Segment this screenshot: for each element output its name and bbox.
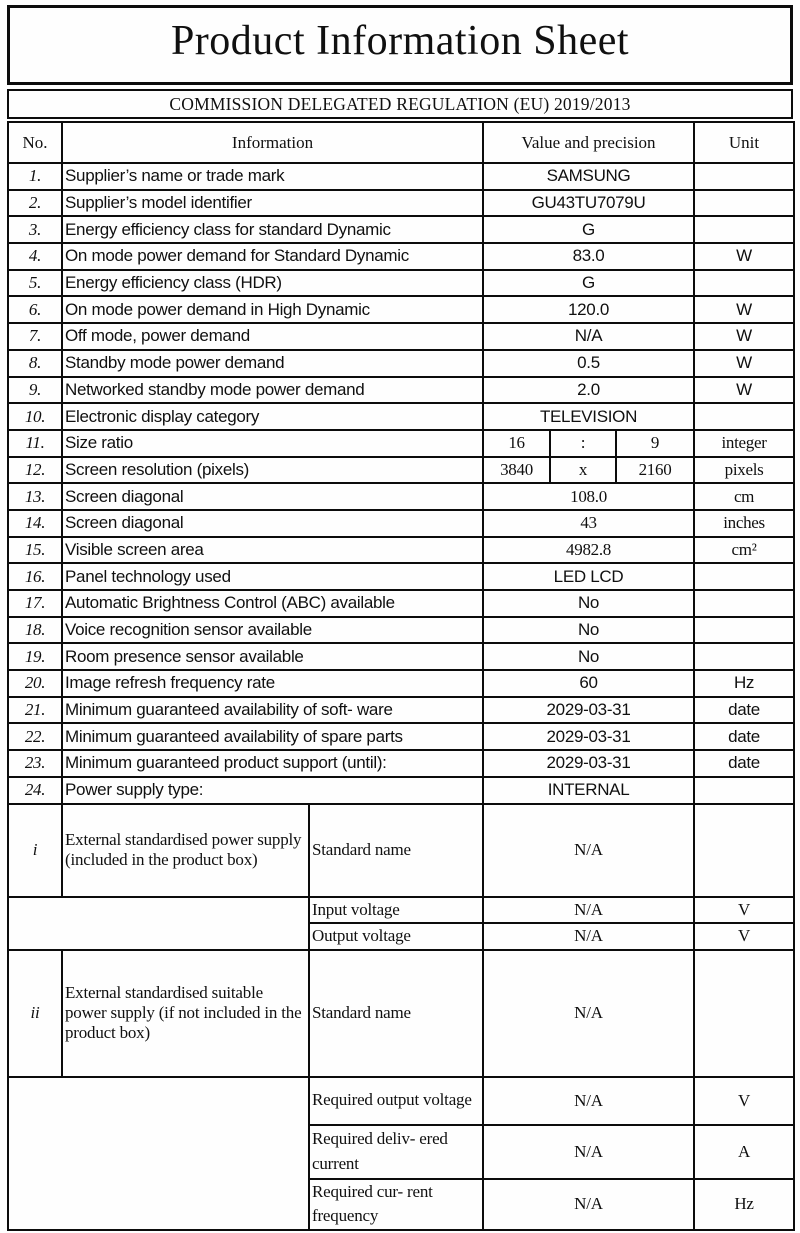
row-unit [694, 590, 794, 617]
row-no: 4. [8, 243, 62, 270]
row-info: Panel technology used [62, 563, 483, 590]
row-unit: V [694, 1077, 794, 1125]
empty-cell [8, 897, 309, 950]
row-no: 16. [8, 563, 62, 590]
row-value: 120.0 [483, 296, 694, 323]
table-row-16 [8, 563, 794, 590]
table-row-18 [8, 617, 794, 644]
row-unit: Hz [694, 1179, 794, 1230]
row-value: N/A [483, 1125, 694, 1179]
row-unit: Hz [694, 670, 794, 697]
row-info: Minimum guaranteed availability of spare parts [62, 723, 483, 750]
row-no: 23. [8, 750, 62, 777]
row-no: 17. [8, 590, 62, 617]
row-info: Networked standby mode power demand [62, 377, 483, 404]
table-row-8 [8, 350, 794, 377]
row-unit [694, 403, 794, 430]
row-unit: cm [694, 483, 794, 510]
row-value: G [483, 216, 694, 243]
power-supply-row-i [8, 804, 794, 897]
row-value: N/A [483, 923, 694, 950]
row-unit [694, 777, 794, 804]
row-value: 2029-03-31 [483, 750, 694, 777]
table-row-7 [8, 323, 794, 350]
row-no: 1. [8, 163, 62, 190]
table-row-12 [8, 457, 794, 484]
row-unit [694, 216, 794, 243]
row-value: N/A [483, 897, 694, 924]
row-info: Energy efficiency class for standard Dynamic [62, 216, 483, 243]
row-info: On mode power demand in High Dynamic [62, 296, 483, 323]
row-info: Visible screen area [62, 537, 483, 564]
row-no: 18. [8, 617, 62, 644]
regulation-box [7, 89, 793, 119]
product-info-table [7, 121, 795, 1231]
row-sublabel: Required cur- rent frequency [309, 1179, 483, 1230]
row-value: 4982.8 [483, 537, 694, 564]
row-unit: W [694, 377, 794, 404]
row-no: 10. [8, 403, 62, 430]
table-row-14 [8, 510, 794, 537]
row-unit [694, 163, 794, 190]
empty-cell [8, 1077, 309, 1230]
regulation-heading: COMMISSION DELEGATED REGULATION (EU) 2019/2013 [169, 93, 631, 114]
row-unit [694, 563, 794, 590]
row-unit: W [694, 243, 794, 270]
row-unit [694, 950, 794, 1077]
row-no: 7. [8, 323, 62, 350]
row-info: External standardised suitable power supply (if not included in the product box) [62, 950, 309, 1077]
table-header-row [8, 122, 794, 163]
row-value: No [483, 643, 694, 670]
row-unit [694, 270, 794, 297]
row-value: N/A [483, 950, 694, 1077]
row-unit: date [694, 697, 794, 724]
row-no: 11. [8, 430, 62, 457]
row-info: Standby mode power demand [62, 350, 483, 377]
table-row-4 [8, 243, 794, 270]
row-unit: W [694, 296, 794, 323]
row-unit: inches [694, 510, 794, 537]
row-sublabel: Required output voltage [309, 1077, 483, 1125]
row-info: Image refresh frequency rate [62, 670, 483, 697]
row-unit: V [694, 923, 794, 950]
row-unit [694, 617, 794, 644]
row-no: 2. [8, 190, 62, 217]
row-info: Room presence sensor available [62, 643, 483, 670]
row-value: LED LCD [483, 563, 694, 590]
row-no: 15. [8, 537, 62, 564]
row-no: 6. [8, 296, 62, 323]
row-unit: pixels [694, 457, 794, 484]
header-value: Value and precision [483, 122, 694, 163]
row-unit: date [694, 723, 794, 750]
row-no: i [8, 804, 62, 897]
row-value: G [483, 270, 694, 297]
table-row-9 [8, 377, 794, 404]
row-no: 19. [8, 643, 62, 670]
header-information: Information [62, 122, 483, 163]
row-info: Supplier’s model identifier [62, 190, 483, 217]
row-value: 43 [483, 510, 694, 537]
row-info: Automatic Brightness Control (ABC) available [62, 590, 483, 617]
row-no: 12. [8, 457, 62, 484]
table-row-1 [8, 163, 794, 190]
row-value: N/A [483, 1077, 694, 1125]
row-value: 2.0 [483, 377, 694, 404]
row-sublabel: Standard name [309, 804, 483, 897]
row-unit: W [694, 323, 794, 350]
row-no: 20. [8, 670, 62, 697]
row-no: 21. [8, 697, 62, 724]
row-unit [694, 643, 794, 670]
row-unit: V [694, 897, 794, 924]
row-value-part: 2160 [616, 457, 694, 484]
row-value: N/A [483, 323, 694, 350]
table-row-20 [8, 670, 794, 697]
row-sublabel: Standard name [309, 950, 483, 1077]
row-value: INTERNAL [483, 777, 694, 804]
row-info: Screen diagonal [62, 510, 483, 537]
row-info: Minimum guaranteed availability of soft- ware [62, 697, 483, 724]
row-unit: cm² [694, 537, 794, 564]
row-unit: date [694, 750, 794, 777]
table-row-17 [8, 590, 794, 617]
table-row-21 [8, 697, 794, 724]
row-value-part: 16 [483, 430, 550, 457]
table-row-11 [8, 430, 794, 457]
header-no: No. [8, 122, 62, 163]
row-no: 22. [8, 723, 62, 750]
row-unit [694, 804, 794, 897]
row-info: Voice recognition sensor available [62, 617, 483, 644]
row-unit: W [694, 350, 794, 377]
row-value: 108.0 [483, 483, 694, 510]
row-info: Off mode, power demand [62, 323, 483, 350]
row-value: 83.0 [483, 243, 694, 270]
row-value: 2029-03-31 [483, 697, 694, 724]
row-value: 60 [483, 670, 694, 697]
row-value: 0.5 [483, 350, 694, 377]
row-info: Power supply type: [62, 777, 483, 804]
row-value: TELEVISION [483, 403, 694, 430]
table-row-24 [8, 777, 794, 804]
row-info: Supplier’s name or trade mark [62, 163, 483, 190]
row-value: GU43TU7079U [483, 190, 694, 217]
row-value-part: 3840 [483, 457, 550, 484]
row-value: N/A [483, 1179, 694, 1230]
row-value: N/A [483, 804, 694, 897]
power-supply-row-required-output-voltage [8, 1077, 794, 1125]
row-value-part: 9 [616, 430, 694, 457]
power-supply-row-input-voltage [8, 897, 794, 924]
row-info: Minimum guaranteed product support (until): [62, 750, 483, 777]
product-information-sheet [7, 5, 793, 1231]
row-info: Screen resolution (pixels) [62, 457, 483, 484]
page-title: Product Information Sheet [170, 18, 630, 64]
row-info: External standardised power supply (included in the product box) [62, 804, 309, 897]
row-value: No [483, 590, 694, 617]
row-value-separator: : [550, 430, 616, 457]
title-box [7, 5, 793, 85]
row-sublabel: Input voltage [309, 897, 483, 924]
row-info: Energy efficiency class (HDR) [62, 270, 483, 297]
row-value: No [483, 617, 694, 644]
row-no: ii [8, 950, 62, 1077]
table-row-5 [8, 270, 794, 297]
table-row-22 [8, 723, 794, 750]
row-no: 9. [8, 377, 62, 404]
power-supply-row-ii [8, 950, 794, 1077]
row-unit: integer [694, 430, 794, 457]
row-info: On mode power demand for Standard Dynamic [62, 243, 483, 270]
row-value: 2029-03-31 [483, 723, 694, 750]
table-row-3 [8, 216, 794, 243]
table-row-13 [8, 483, 794, 510]
row-unit [694, 190, 794, 217]
row-sublabel: Output voltage [309, 923, 483, 950]
row-no: 13. [8, 483, 62, 510]
table-row-19 [8, 643, 794, 670]
header-unit: Unit [694, 122, 794, 163]
row-info: Screen diagonal [62, 483, 483, 510]
table-row-15 [8, 537, 794, 564]
table-row-23 [8, 750, 794, 777]
row-no: 3. [8, 216, 62, 243]
table-row-6 [8, 296, 794, 323]
table-row-2 [8, 190, 794, 217]
row-value-separator: x [550, 457, 616, 484]
table-row-10 [8, 403, 794, 430]
row-no: 24. [8, 777, 62, 804]
row-unit: A [694, 1125, 794, 1179]
row-no: 5. [8, 270, 62, 297]
row-info: Electronic display category [62, 403, 483, 430]
row-no: 14. [8, 510, 62, 537]
row-value: SAMSUNG [483, 163, 694, 190]
row-sublabel: Required deliv- ered current [309, 1125, 483, 1179]
row-no: 8. [8, 350, 62, 377]
row-info: Size ratio [62, 430, 483, 457]
